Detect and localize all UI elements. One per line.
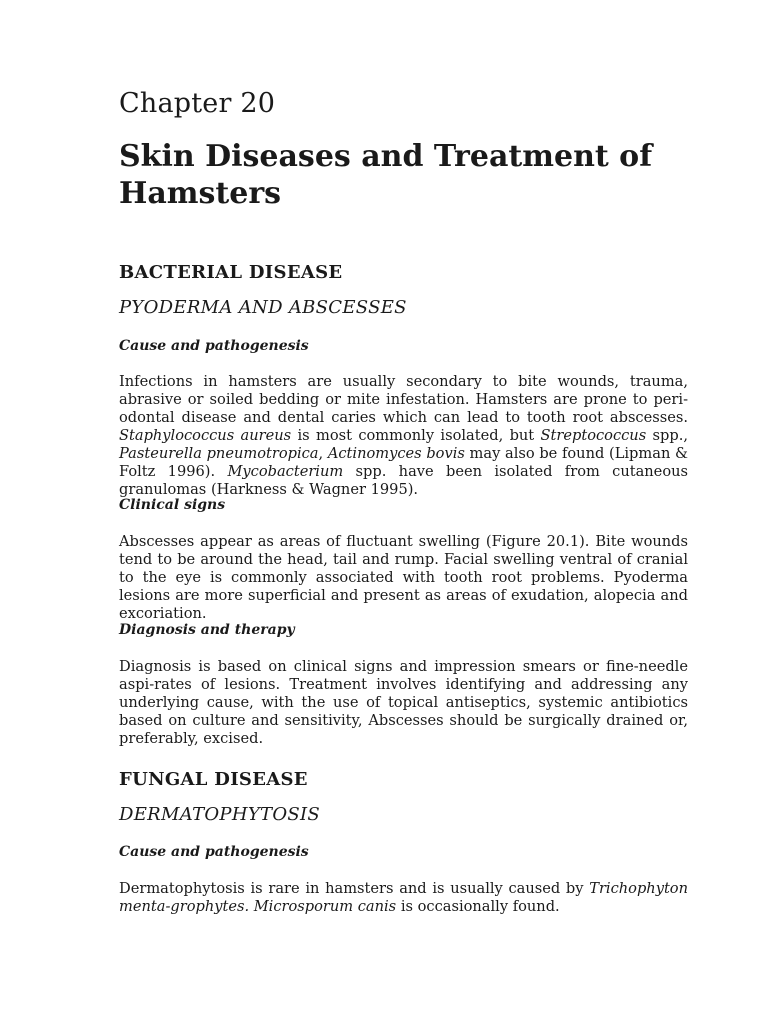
chapter-number: Chapter 20 [119,88,276,119]
text-run: is most commonly isolated, but [291,427,541,444]
text-run: is occasionally found. [396,898,560,915]
text-run: Infections in hamsters are usually secondary to bite wounds, trauma, abrasive or soiled bedding or mite infestation. Hamsters are prone to peri-odontal disease and dental caries which can lead to tooth root abscesses. [119,373,688,426]
paragraph-clinical-signs: Abscesses appear as areas of fluctuant swelling (Figure 20.1). Bite wounds tend to be around the head, tail and rump. Facial swelling ventral of cranial to the eye is commonly associated with tooth root problems. Pyoderma lesions are more superficial and present as areas of exudation, alopecia and excoriation. [119,533,688,622]
subsection-heading-pyoderma: PYODERMA AND ABSCESSES [119,297,407,318]
section-heading-bacterial: BACTERIAL DISEASE [119,262,343,283]
organism-name: Actinomyces bovis [327,445,465,462]
text-run: spp., [646,427,689,444]
heading-cause-pathogenesis: Cause and pathogenesis [119,338,309,354]
organism-name: Pasteurella pneumotropica [119,445,319,462]
organism-name: Mycobacterium [227,463,344,480]
paragraph-diagnosis-therapy: Diagnosis is based on clinical signs and impression smears or fine-needle aspi-rates of lesions. Treatment involves identifying and addressing any underlying cause, with the use of topical antiseptics, systemic antibiotics based on culture and sensitivity, Abscesses should be surgically drained or, preferably, excised. [119,658,688,747]
text-run: may also be found (Lipman & Foltz 1996). [119,445,689,480]
paragraph-dermatophytosis-cause [119,880,688,916]
organism-name: Staphylococcus aureus [119,427,292,444]
subsection-heading-dermatophytosis: DERMATOPHYTOSIS [119,804,321,825]
heading-clinical-signs: Clinical signs [119,497,226,513]
text-run: , [318,445,328,462]
organism-name: Streptococcus [540,427,647,444]
heading-cause-pathogenesis-fungal: Cause and pathogenesis [119,844,309,860]
heading-diagnosis-therapy: Diagnosis and therapy [119,622,295,638]
text-run: spp. have been isolated from cutaneous granulomas (Harkness & Wagner 1995). [119,463,688,498]
chapter-title: Skin Diseases and Treatment of Hamsters [119,139,653,211]
text-run: Dermatophytosis is rare in hamsters and is usually caused by [119,880,590,897]
section-heading-fungal: FUNGAL DISEASE [119,769,308,790]
paragraph-pyoderma-cause [119,373,688,499]
organism-name: Trichophyton menta-grophytes. Microsporum canis [119,880,688,915]
